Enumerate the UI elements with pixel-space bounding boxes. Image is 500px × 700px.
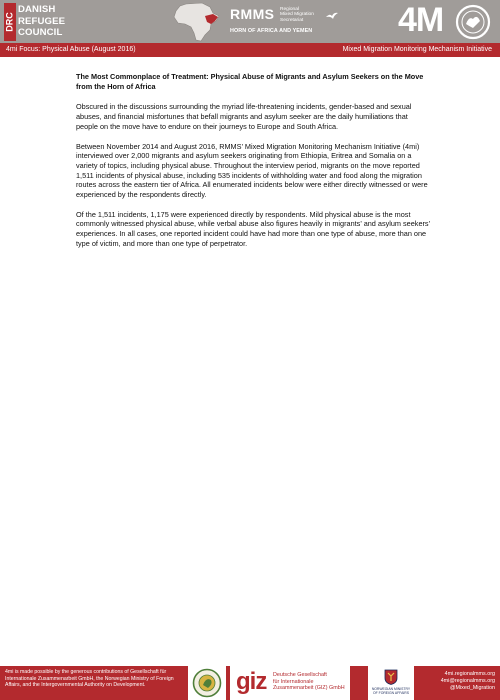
rmms-subtitle (280, 7, 314, 23)
drc-mark-icon (4, 3, 16, 41)
banner-initiative: Mixed Migration Monitoring Mechanism Initiative (342, 46, 492, 53)
contact-info (441, 671, 495, 693)
bird-icon (326, 12, 338, 20)
drc-logo (4, 3, 84, 41)
article-paragraph-2: Between November 2014 and August 2016, RMMS’ Mixed Migration Monitoring Mechanism Initiative (4mi) interviewed over 2,000 migrants and asylum seekers originating from Ethiopia, Eritrea and Somalia on a variety of topics, including physical abuse. Throughout the interview period, migrants on the move reported 1,511 incidents of physical abuse, including 535 incidents of withholding water and food along the migration routes across the eastern tier of Africa. All enumerated incidents below were either directly witnessed or were experienced by the respondents directly. (76, 141, 428, 200)
giz-name-line-2: für Internationale (273, 678, 314, 685)
norway-mfa-name: NORWEGIAN MINISTRY OF FOREIGN AFFAIRS (371, 687, 411, 695)
africa-map-icon (172, 2, 224, 42)
fourmi-logo: 4M (398, 1, 444, 39)
giz-name-line-1: Deutsche Gesellschaft (273, 672, 327, 678)
rmms-logo (230, 6, 350, 40)
article-paragraph-3: Of the 1,511 incidents, 1,175 were experienced directly by respondents. Mild physical abuse is the most commonly witnessed physical abuse, while verbal abuse also figures heavily in migrants’ and asylum seekers’ experiences. In all cases, one reported incident could have had more than one type of abuse, more than one type of victim, and more than one type of perpetrator. (76, 209, 430, 248)
drc-line-1: DANISH (18, 4, 56, 15)
igad-logo (188, 666, 226, 700)
crest-icon (384, 669, 398, 685)
contact-twitter[interactable]: @Mixed_Migration (449, 685, 495, 692)
drc-line-2: REFUGEE (18, 15, 66, 27)
seal-icon (455, 4, 491, 40)
drc-wordmark (18, 4, 65, 39)
norway-mfa-logo (368, 666, 414, 700)
rmms-title: RMMS (230, 6, 275, 22)
banner-topic: 4mi Focus: Physical Abuse (August 2016) (6, 46, 136, 53)
article-body (76, 72, 431, 259)
article-title: The Most Commonplace of Treatment: Physical Abuse of Migrants and Asylum Seekers on the Move from the Horn of Africa (76, 72, 424, 91)
article-paragraph-1: Obscured in the discussions surrounding the myriad life-threatening incidents, gender-based and sexual abuses, and financial misfortunes that befall migrants and asylum seeker are the daily humiliations that people on the move have to endure on their journeys to Europe and South Africa. (76, 102, 412, 131)
rmms-subtitle-line-1: Regional (280, 7, 299, 12)
giz-name (273, 672, 345, 692)
topic-banner (0, 43, 500, 57)
contact-email[interactable]: 4mi@regionalmms.org (440, 678, 495, 685)
rmms-region: HORN OF AFRICA AND YEMEN (230, 28, 313, 34)
page-footer (0, 666, 500, 700)
contact-website[interactable]: 4mi.regionalmms.org (444, 671, 495, 677)
drc-mark-text: DRC (4, 12, 15, 32)
rmms-subtitle-line-3: Secretariat (280, 17, 304, 23)
giz-logo (230, 666, 350, 700)
drc-line-3: COUNCIL (18, 27, 63, 38)
rmms-subtitle-line-2: Mixed Migration (280, 12, 314, 18)
giz-name-line-3: Zusammenarbeit (GIZ) GmbH (273, 685, 345, 692)
page-header (0, 0, 500, 43)
giz-mark: giz (236, 668, 267, 695)
igad-emblem-icon (192, 668, 222, 698)
funding-credit: 4mi is made possible by the generous contributions of Gesellschaft für Internationale Zusammenarbeit GmbH, the Norwegian Ministry of Foreign Affairs, and the Intergovernmental Authority on Development. (5, 669, 174, 689)
